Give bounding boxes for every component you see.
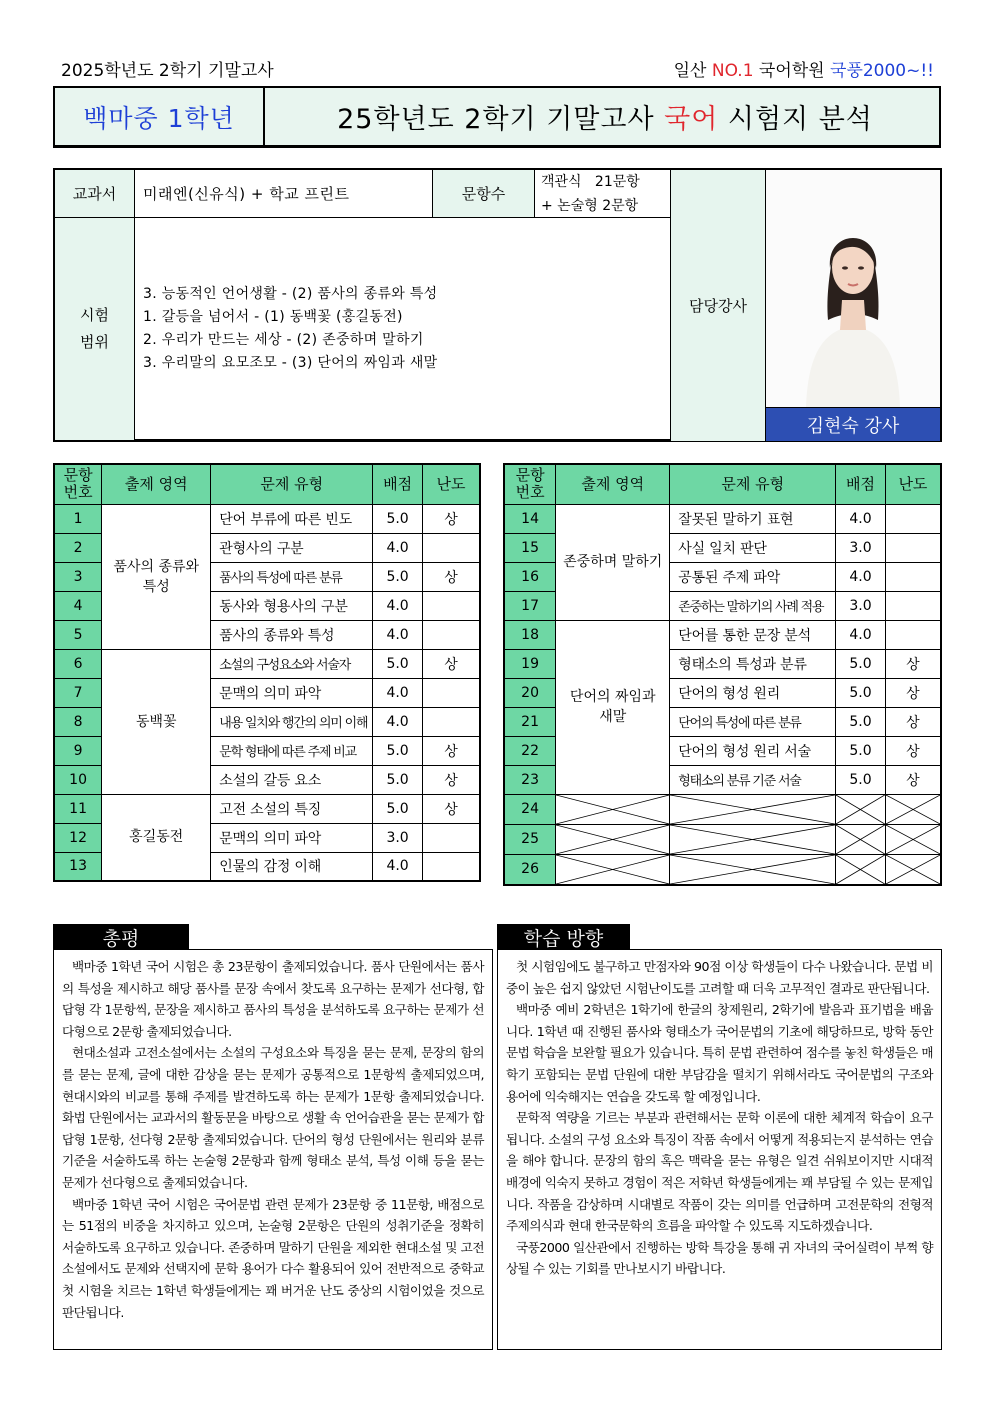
question-type: 사실 일치 판단 — [670, 533, 836, 562]
teacher-name: 김현숙 강사 — [766, 407, 940, 441]
empty-cell — [670, 854, 836, 885]
col-area: 출제 영역 — [556, 464, 670, 504]
question-type: 동사와 형용사의 구분 — [211, 591, 373, 620]
col-level: 난도 — [422, 464, 480, 504]
scope-item: 3. 우리말의 요모조모 - (3) 단어의 짜임과 새말 — [143, 355, 438, 371]
table-row-empty — [504, 854, 941, 885]
question-score: 5.0 — [373, 504, 423, 533]
summary-paragraph: 현대소설과 고전소설에서는 소설의 구성요소와 특징을 묻는 문제, 문장의 함의를 묻는 문제, 글에 대한 감상을 묻는 문제가 공통적으로 1문항씩 출제되었으며, 현대시와의 비교를 통해 주제를 발견하도록 하는 문제가 1문항 출제되었습니다.화법 단원에서는 교과서의 활동문을 바탕으로 생활 속 언어습관을 묻는 문제가 합답형 1문항, 선다형 2문항 출제되었습니다. 단어의 형성 단원에서는 원리와 분류 기준을 서술하도록 하는 논술형 2문항과 함께 형태소 분석, 특성 이해 등을 묻는 문제가 선다형으로 출제되었습니다. — [62, 1045, 484, 1190]
question-number: 15 — [504, 533, 556, 562]
textbook-label: 교과서 — [55, 170, 135, 218]
question-number: 23 — [504, 765, 556, 794]
question-number: 19 — [504, 649, 556, 678]
col-number: 문항 번호 — [504, 464, 556, 504]
question-number: 24 — [504, 794, 556, 824]
page-title — [271, 88, 939, 145]
question-type: 소설의 구성요소와 서술자 — [211, 649, 373, 678]
textbook-value: 미래엔(신유식) + 학교 프린트 — [135, 170, 433, 218]
scope-item: 2. 우리가 만드는 세상 - (2) 존중하며 말하기 — [143, 332, 424, 348]
question-score: 4.0 — [836, 620, 886, 649]
question-level: 상 — [422, 562, 480, 591]
question-area: 단어의 짜임과 새말 — [556, 620, 670, 794]
summary-tab: 총평 — [53, 924, 189, 950]
question-area: 존중하며 말하기 — [556, 504, 670, 620]
empty-cell — [836, 854, 886, 885]
question-number: 18 — [504, 620, 556, 649]
empty-cell — [885, 794, 941, 824]
question-number: 7 — [54, 678, 102, 707]
question-level — [885, 533, 941, 562]
question-score: 5.0 — [836, 678, 886, 707]
question-level: 상 — [422, 794, 480, 823]
question-number: 1 — [54, 504, 102, 533]
teacher-portrait-image — [766, 170, 940, 407]
table-row — [504, 504, 941, 533]
question-number: 17 — [504, 591, 556, 620]
question-score: 4.0 — [373, 620, 423, 649]
question-level: 상 — [885, 736, 941, 765]
question-score: 5.0 — [373, 736, 423, 765]
table-row-empty — [504, 824, 941, 854]
question-score: 4.0 — [373, 852, 423, 881]
scope-item: 3. 능동적인 언어생활 - (2) 품사의 종류와 특성 — [143, 286, 438, 302]
direction-box — [497, 949, 942, 1350]
direction-tab: 학습 방향 — [497, 924, 630, 950]
question-score: 4.0 — [373, 533, 423, 562]
question-number: 16 — [504, 562, 556, 591]
table-row-empty — [504, 794, 941, 824]
question-number: 2 — [54, 533, 102, 562]
question-score: 4.0 — [373, 707, 423, 736]
question-level — [885, 591, 941, 620]
table-row — [54, 504, 480, 533]
question-type: 관형사의 구분 — [211, 533, 373, 562]
direction-paragraph: 첫 시험임에도 불구하고 만점자와 90점 이상 학생들이 다수 나왔습니다. 문법 비중이 높은 쉽지 않았던 시험난이도를 고려할 때 더욱 고무적인 결과로 판단됩니다. — [506, 959, 933, 996]
question-type: 단어의 형성 원리 — [670, 678, 836, 707]
question-level: 상 — [422, 649, 480, 678]
question-score: 4.0 — [836, 562, 886, 591]
question-level: 상 — [422, 504, 480, 533]
question-number: 25 — [504, 824, 556, 854]
question-type: 소설의 갈등 요소 — [211, 765, 373, 794]
summary-paragraph: 백마중 1학년 국어 시험은 국어문법 관련 문제가 23문항 중 11문항, 배점으로는 51점의 비중을 차지하고 있으며, 논술형 2문항은 단원의 성취기준을 정확히 서술하도록 요구하고 있습니다. 존중하며 말하기 단원을 제외한 현대소설 및 고전소설에서도 문제와 선택지에 문학 용어가 다수 활용되어 있어 전반적으로 중학교 첫 시험을 치르는 1학년 학생들에게는 꽤 버거운 난도 중상의 시험이었을 것으로 판단됩니다. — [62, 1196, 484, 1320]
question-level — [422, 678, 480, 707]
question-number: 22 — [504, 736, 556, 765]
question-type: 품사의 종류와 특성 — [211, 620, 373, 649]
empty-cell — [670, 824, 836, 854]
exam-info — [53, 168, 942, 442]
summary-paragraph: 백마중 1학년 국어 시험은 총 23문항이 출제되었습니다. 품사 단원에서는 품사의 특성을 제시하고 해당 품사를 문장 속에서 찾도록 요구하는 문제가 선다형, 합답형 각 1문항씩, 문장을 제시하고 품사의 특성을 분석하도록 요구하는 문제가 선다형으로 2문항 출제되었습니다. — [62, 959, 484, 1039]
table-row — [54, 649, 480, 678]
direction-paragraph: 문학적 역량을 기르는 부분과 관련해서는 문학 이론에 대한 체계적 학습이 요구됩니다. 소설의 구성 요소와 특징이 작품 속에서 어떻게 적용되는지 분석하는 연습을 해야 합니다. 문장의 함의 혹은 맥락을 묻는 유형은 일견 쉬워보이지만 시대적 배경에 익숙지 못하고 경험이 적은 저학년 학생들에게는 꽤 부담될 수 있는 문제입니다. 작품을 감상하며 시대별로 작품이 갖는 의미를 언급하며 고전문학의 전형적 주제의식과 현대 한국문학의 흐름을 파악할 수 있도록 지도하겠습니다. — [506, 1110, 933, 1234]
school-grade: 백마중 1학년 — [83, 103, 235, 133]
question-type: 품사의 특성에 따른 분류 — [211, 562, 373, 591]
scope-list — [135, 218, 671, 441]
empty-cell — [836, 824, 886, 854]
question-number: 26 — [504, 854, 556, 885]
count-line-2: + 논술형 2문항 — [541, 197, 639, 214]
question-level — [422, 707, 480, 736]
question-score: 3.0 — [836, 533, 886, 562]
title-subject: 국어 — [664, 104, 719, 135]
title-bar — [53, 86, 941, 148]
col-type: 문제 유형 — [670, 464, 836, 504]
question-score: 5.0 — [373, 794, 423, 823]
question-number: 13 — [54, 852, 102, 881]
question-type: 형태소의 특성과 분류 — [670, 649, 836, 678]
title-suffix: 시험지 분석 — [727, 104, 873, 135]
question-number: 21 — [504, 707, 556, 736]
question-type: 존중하는 말하기의 사례 적용 — [670, 591, 836, 620]
header-line — [55, 56, 940, 82]
slogan-no1: NO.1 — [711, 61, 754, 81]
slogan-prefix: 일산 — [673, 61, 712, 81]
question-type: 인물의 감정 이해 — [211, 852, 373, 881]
question-score: 3.0 — [373, 823, 423, 852]
teacher-photo — [766, 170, 940, 407]
scope-label-2: 범위 — [80, 333, 109, 351]
question-level — [422, 533, 480, 562]
question-type: 문학 형태에 따른 주제 비교 — [211, 736, 373, 765]
question-number: 9 — [54, 736, 102, 765]
question-score: 4.0 — [373, 591, 423, 620]
question-number: 10 — [54, 765, 102, 794]
question-level: 상 — [885, 678, 941, 707]
question-level — [885, 504, 941, 533]
question-type: 형태소의 분류 기준 서술 — [670, 765, 836, 794]
question-number: 5 — [54, 620, 102, 649]
table-row — [504, 620, 941, 649]
question-score: 4.0 — [373, 678, 423, 707]
question-level — [422, 591, 480, 620]
question-type: 단어 부류에 따른 빈도 — [211, 504, 373, 533]
count-line-1: 객관식 21문항 — [541, 173, 640, 190]
direction-paragraph: 백마중 예비 2학년은 1학기에 한글의 창제원리, 2학기에 발음과 표기법을 배웁니다. 1학년 때 진행된 품사와 형태소가 국어문법의 기초에 해당하므로, 방학 동안 문법 학습을 보완할 필요가 있습니다. 특히 문법 관련하여 점수를 놓친 학생들은 매학기 포함되는 문법 단원에 대한 부담감을 떨치기 위해서라도 국어문법의 구조와 용어에 익숙해지는 연습을 갖도록 할 예정입니다. — [506, 1002, 934, 1104]
academy-slogan — [674, 56, 934, 81]
summary-box — [53, 949, 493, 1350]
count-label: 문항수 — [433, 170, 535, 218]
col-area: 출제 영역 — [102, 464, 211, 504]
question-score: 3.0 — [836, 591, 886, 620]
question-level — [422, 823, 480, 852]
empty-cell — [885, 854, 941, 885]
col-score: 배점 — [836, 464, 886, 504]
empty-cell — [836, 794, 886, 824]
empty-cell — [556, 824, 670, 854]
question-level: 상 — [885, 765, 941, 794]
question-score: 5.0 — [836, 649, 886, 678]
question-area: 품사의 종류와 특성 — [102, 504, 211, 649]
col-level: 난도 — [885, 464, 941, 504]
title-prefix: 25학년도 2학기 기말고사 — [337, 104, 655, 135]
slogan-middle: 국어학원 — [753, 61, 831, 81]
question-area: 동백꽃 — [102, 649, 211, 794]
table-header-row — [54, 464, 480, 504]
question-level — [422, 852, 480, 881]
question-score: 5.0 — [836, 765, 886, 794]
question-type: 문맥의 의미 파악 — [211, 678, 373, 707]
question-type: 공통된 주제 파악 — [670, 562, 836, 591]
school-grade-box — [55, 88, 265, 145]
question-number: 6 — [54, 649, 102, 678]
scope-label — [55, 218, 135, 441]
empty-cell — [556, 794, 670, 824]
question-number: 8 — [54, 707, 102, 736]
col-number: 문항 번호 — [54, 464, 102, 504]
question-level — [422, 620, 480, 649]
question-level: 상 — [422, 765, 480, 794]
col-type: 문제 유형 — [211, 464, 373, 504]
col-score: 배점 — [373, 464, 423, 504]
exam-term: 2025학년도 2학기 기말고사 — [61, 61, 274, 81]
question-score: 5.0 — [373, 765, 423, 794]
question-count — [535, 170, 671, 218]
direction-paragraph: 국풍2000 일산관에서 진행하는 방학 특강을 통해 귀 자녀의 국어실력이 부쩍 향상될 수 있는 기회를 만나보시기 바랍니다. — [506, 1239, 933, 1277]
scope-label-1: 시험 — [80, 306, 109, 324]
question-number: 11 — [54, 794, 102, 823]
question-level: 상 — [885, 707, 941, 736]
question-area: 홍길동전 — [102, 794, 211, 881]
question-level: 상 — [422, 736, 480, 765]
question-number: 20 — [504, 678, 556, 707]
table-header-row — [504, 464, 941, 504]
table-row — [54, 794, 480, 823]
question-type: 문맥의 의미 파악 — [211, 823, 373, 852]
question-type: 단어를 통한 문장 분석 — [670, 620, 836, 649]
question-level — [885, 562, 941, 591]
question-table-left — [53, 463, 481, 882]
empty-cell — [885, 824, 941, 854]
question-type: 단어의 형성 원리 서술 — [670, 736, 836, 765]
question-score: 4.0 — [836, 504, 886, 533]
question-level — [885, 620, 941, 649]
question-score: 5.0 — [836, 736, 886, 765]
question-number: 4 — [54, 591, 102, 620]
empty-cell — [670, 794, 836, 824]
question-number: 14 — [504, 504, 556, 533]
slogan-brand: 국풍2000~!! — [830, 61, 934, 81]
scope-item: 1. 갈등을 넘어서 - (1) 동백꽃 (홍길동전) — [143, 309, 403, 325]
question-score: 5.0 — [373, 649, 423, 678]
question-score: 5.0 — [373, 562, 423, 591]
question-number: 12 — [54, 823, 102, 852]
question-score: 5.0 — [836, 707, 886, 736]
question-number: 3 — [54, 562, 102, 591]
question-level: 상 — [885, 649, 941, 678]
question-type: 내용 일치와 행간의 의미 이해 — [211, 707, 373, 736]
empty-cell — [556, 854, 670, 885]
question-table-right — [503, 463, 942, 886]
question-type: 잘못된 말하기 표현 — [670, 504, 836, 533]
question-type: 고전 소설의 특징 — [211, 794, 373, 823]
teacher-label: 담당강사 — [671, 170, 766, 441]
question-type: 단어의 특성에 따른 분류 — [670, 707, 836, 736]
